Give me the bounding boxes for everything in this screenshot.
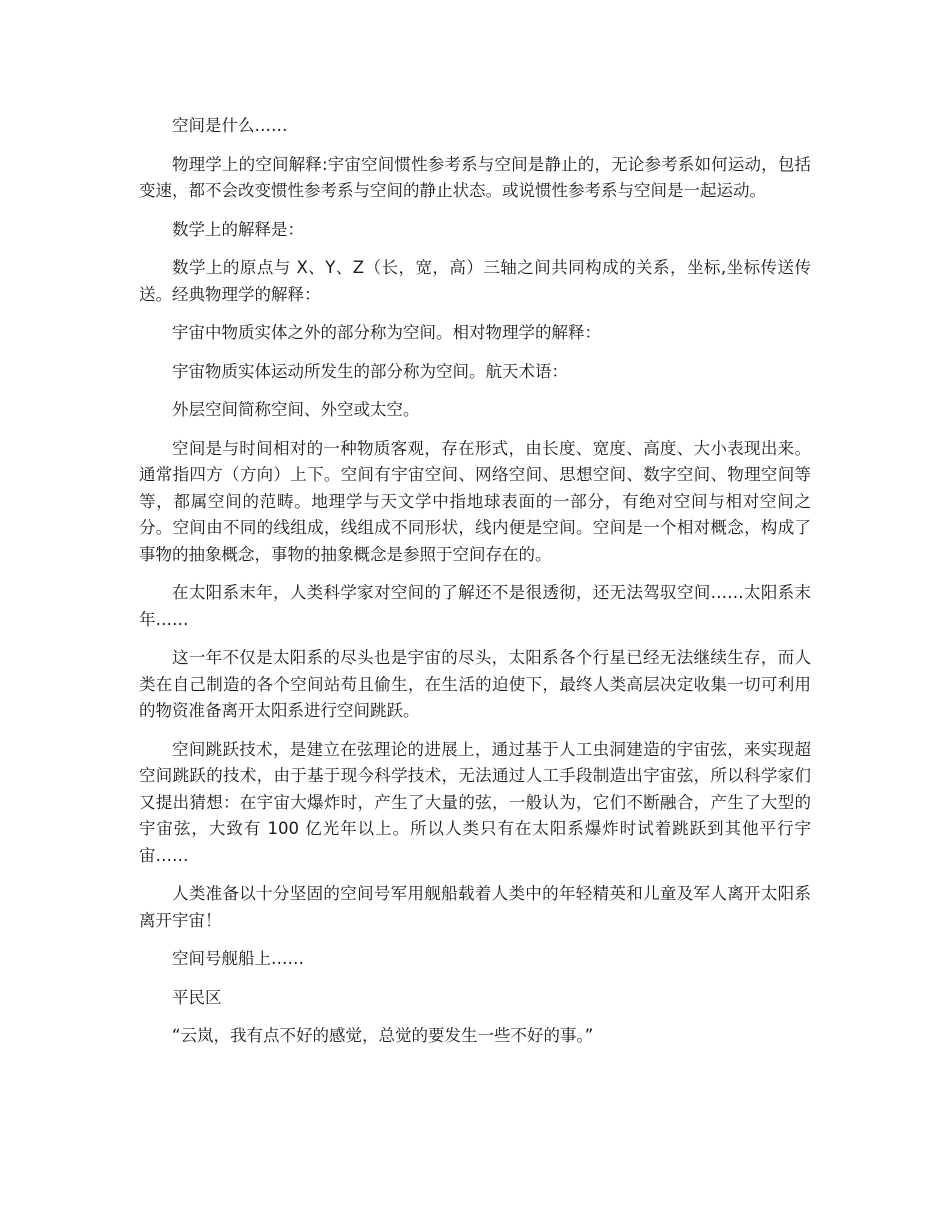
paragraph-on-ship: 空间号舰船上…… [172, 949, 304, 968]
paragraph-space-concept: 空间是与时间相对的一种物质客观，存在形式，由长度、宽度、高度、大小表现出来。通常指四方（方向）上下。空间有宇宙空间、网络空间、思想空间、数字空间、物理空间等等，都属空间的范畴。地理学与天文学中指地球表面的一部分，有绝对空间与相对空间之分。空间由不同的线组成，线组成不同形状，线内便是空间。空间是一个相对概念，构成了事物的抽象概念，事物的抽象概念是参照于空间存在的。 [139, 438, 811, 564]
paragraph-math-definition: 数学上的原点与 X、Y、Z（长，宽，高）三轴之间共同构成的关系，坐标,坐标传送传送。经典物理学的解释： [139, 258, 811, 304]
paragraph-solar-system-end: 在太阳系末年，人类科学家对空间的了解还不是很透彻，还无法驾驭空间……太阳系末年…… [139, 583, 811, 629]
paragraph-departure: 人类准备以十分坚固的空间号军用舰船载着人类中的年轻精英和儿童及军人离开太阳系离开宇宙！ [139, 884, 811, 930]
paragraph-relative-physics: 宇宙物质实体运动所发生的部分称为空间。航天术语： [172, 361, 568, 381]
paragraph-title-question: 空间是什么…… [172, 116, 288, 135]
paragraph-dialogue: “云岚，我有点不好的感觉，总觉的要发生一些不好的事。” [172, 1026, 594, 1045]
paragraph-classical-physics: 宇宙中物质实体之外的部分称为空间。相对物理学的解释： [172, 323, 601, 342]
paragraph-space-jump-tech: 空间跳跃技术，是建立在弦理论的进展上，通过基于人工虫洞建造的宇宙弦，来实现超空间跳跃的技术，由于基于现今科学技术，无法通过人工手段制造出宇宙弦，所以科学家们又提出猜想：在宇宙大爆炸时，产生了大量的弦，一般认为，它们不断融合，产生了大型的宇宙弦，大致有 100 亿光年以上。所以人类只有在太阳系爆炸时试着跳跃到其他平行宇宙…… [139, 739, 811, 865]
paragraph-end-of-universe: 这一年不仅是太阳系的尽头也是宇宙的尽头，太阳系各个行星已经无法继续生存，而人类在自己制造的各个空间站苟且偷生，在生活的迫使下，最终人类高层决定收集一切可利用的物资准备离开太阳系进行空间跳跃。 [139, 648, 811, 720]
paragraph-math-intro: 数学上的解释是： [172, 219, 304, 239]
paragraph-aerospace-term: 外层空间简称空间、外空或太空。 [172, 400, 420, 419]
document-page [139, 113, 811, 1062]
paragraph-civilian-area: 平民区 [172, 987, 222, 1007]
paragraph-physics-definition: 物理学上的空间解释:宇宙空间惯性参考系与空间是静止的，无论参考系如何运动，包括变速，都不会改变惯性参考系与空间的静止状态。或说惯性参考系与空间是一起运动。 [139, 154, 811, 200]
